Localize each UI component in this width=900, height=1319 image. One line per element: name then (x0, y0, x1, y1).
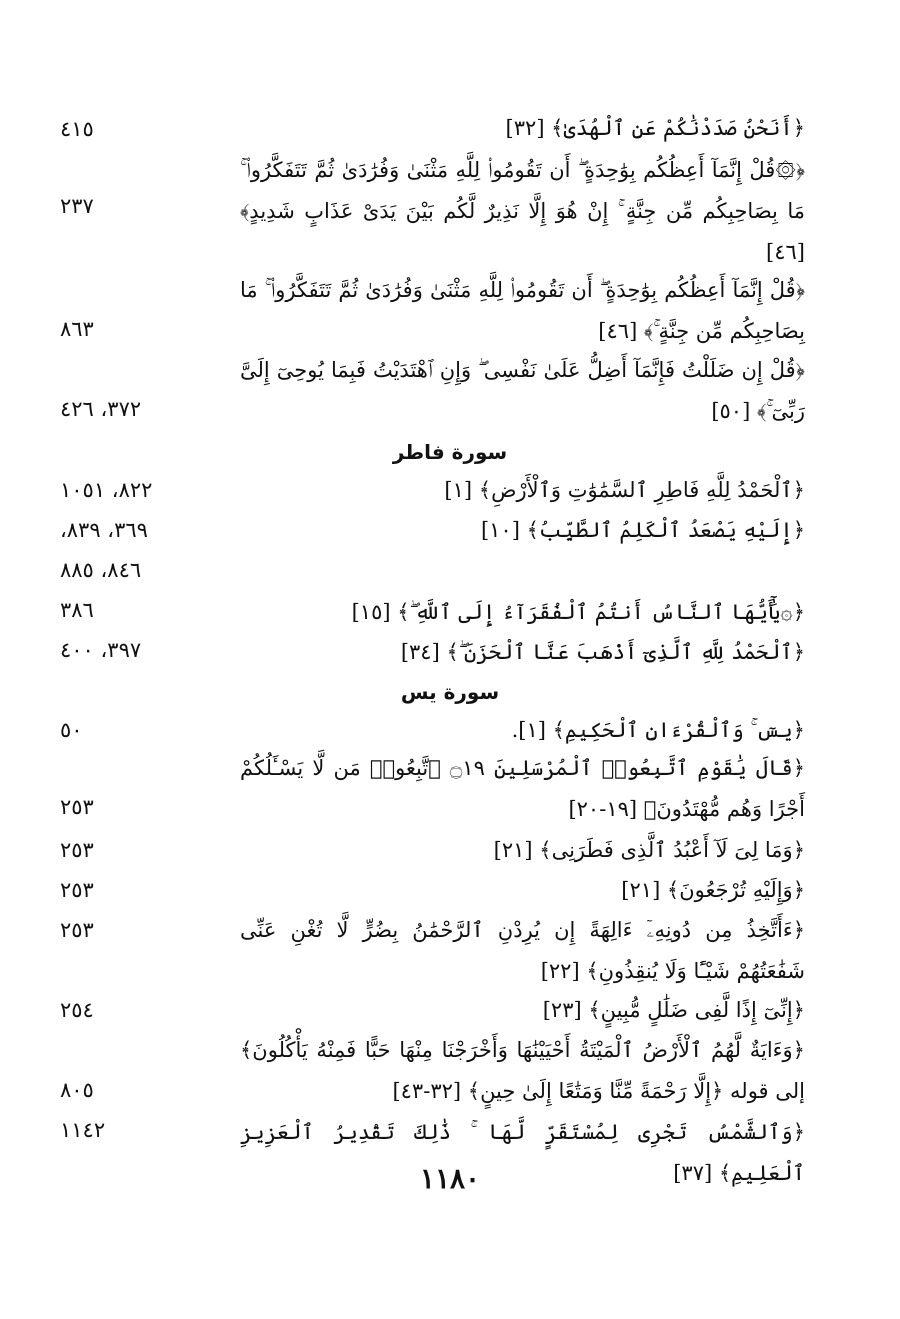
page-reference: ٨٢٢، ١٠٥١ (60, 478, 153, 502)
page-reference: ٣٧٢، ٤٢٦ (60, 397, 142, 421)
verse-text: ﴿ٱلْحَمْدُ لِلَّهِ ٱلَّذِىٓ أَذْهَبَ عَنَّا ٱلْحَزَنَ ۖ﴾ [٣٤] (400, 640, 805, 664)
verse-text: ﴿ٱلْحَمْدُ لِلَّهِ فَاطِرِ ٱلسَّمَٰوَٰتِ وَٱلْأَرْضِ﴾ [١] (444, 478, 805, 502)
verse-text: ﴿قُلْ إِنَّمَآ أَعِظُكُم بِوَٰحِدَةٍ ۖ أَن تَقُومُوا۟ لِلَّهِ مَثْنَىٰ وَفُرَٰدَىٰ ثُمَّ تَتَفَكَّرُوا۟ ۚ مَا بِصَاحِبِكُم مِّن جِنَّةٍ ۚ﴾ [٤٦] (240, 278, 805, 343)
verse-text: ﴿يسٓ ۚ وَٱلْقُرْءَانِ ٱلْحَكِيمِ﴾ [١]. (511, 718, 805, 742)
verse-text: ﴿إِنِّىٓ إِذًا لَّفِى ضَلَٰلٍ مُّبِينٍ﴾ [٢٣] (542, 998, 805, 1022)
verse-text: ﴿وَءَايَةٌ لَّهُمُ ٱلْأَرْضُ ٱلْمَيْتَةُ أَحْيَيْنَٰهَا وَأَخْرَجْنَا مِنْهَا حَبًّا فَمِنْهُ يَأْكُلُونَ﴾ إلى قوله ﴿إِلَّا رَحْمَةً مِّنَّا وَمَتَٰعًا إِلَىٰ حِينٍ﴾ [٣٢-٤٣] (240, 1038, 805, 1103)
verse-text: ﴿ءَأَتَّخِذُ مِن دُونِهِۦٓ ءَالِهَةً إِن يُرِدْنِ ٱلرَّحْمَٰنُ بِضُرٍّ لَّا تُغْنِ عَنِّى شَفَٰعَتُهُمْ شَيْـًٔا وَلَا يُنقِذُونِ﴾ [٢٢] (240, 918, 805, 983)
page-reference: ٤١٥ (60, 117, 94, 141)
surah-heading: سورة فاطر (392, 440, 508, 464)
verse-text: ﴿وَإِلَيْهِ تُرْجَعُونَ﴾ [٢١] (621, 878, 805, 902)
page-number: ١١٨٠ (419, 1162, 481, 1195)
page-reference: ٢٥٤ (60, 998, 94, 1022)
page-reference: ٣٩٧، ٤٠٠ (60, 638, 142, 662)
verse-text: ﴿وَمَا لِىَ لَآ أَعْبُدُ ٱلَّذِى فَطَرَنِى﴾ [٢١] (493, 838, 805, 862)
page-reference: ٢٥٣ (60, 795, 94, 819)
page-reference: ١١٤٢ (60, 1118, 106, 1142)
verse-text: ﴿قُلْ إِن ضَلَلْتُ فَإِنَّمَآ أَضِلُّ عَلَىٰ نَفْسِى ۖ وَإِنِ ٱهْتَدَيْتُ فَبِمَا يُوحِىٓ إِلَىَّ رَبِّىٓ ۚ﴾ [٥٠] (240, 358, 805, 423)
page-reference: ٢٥٣ (60, 878, 94, 902)
page-reference: ٨٦٣ (60, 317, 94, 341)
verse-text: ﴿وَٱلشَّمْسُ تَجْرِى لِمُسْتَقَرٍّ لَّهَا ۚ ذَٰلِكَ تَقْدِيرُ ٱلْعَزِيزِ ٱلْعَلِيمِ﴾ [٣٧] (240, 1120, 805, 1185)
verse-text: ﴿۞قُلْ إِنَّمَآ أَعِظُكُم بِوَٰحِدَةٍ ۖ أَن تَقُومُوا۟ لِلَّهِ مَثْنَىٰ وَفُرَٰدَىٰ ثُمَّ تَتَفَكَّرُوا۟ ۚ مَا بِصَاحِبِكُم مِّن جِنَّةٍ ۚ إِنْ هُوَ إِلَّا نَذِيرٌ لَّكُم بَيْنَ يَدَىْ عَذَابٍ شَدِيدٍ﴾ [٤٦] (240, 158, 805, 264)
page-reference: ٣٦٩، ٨٣٩، (60, 518, 148, 542)
page-reference: ٣٨٦ (60, 598, 94, 622)
page-reference: ٢٣٧ (60, 194, 94, 218)
surah-heading: سورة يس (400, 680, 500, 704)
verse-text: ﴿إِلَيْهِ يَصْعَدُ ٱلْكَلِمُ ٱلطَّيِّبُ﴾ [١٠] (480, 518, 805, 542)
verse-text: ﴿۞يَٰٓأَيُّهَا ٱلنَّاسُ أَنتُمُ ٱلْفُقَرَآءُ إِلَى ٱللَّهِ ۖ﴾ [١٥] (351, 600, 805, 624)
verse-text: ﴿قَالَ يَٰقَوْمِ ٱتَّبِعُوا۟ ٱلْمُرْسَلِينَ ۝١٩ ٱتَّبِعُوا۟ مَن لَّا يَسْـَٔلُكُمْ أَجْرًا وَهُم مُّهْتَدُونَ﴾ [١٩-٢٠] (240, 756, 805, 821)
page-reference: ٥٠ (60, 718, 83, 742)
page-reference: ٢٥٣ (60, 918, 94, 942)
page-reference: ٨٠٥ (60, 1078, 94, 1102)
verse-text: ﴿أَنَحْنُ صَدَدْنَٰكُمْ عَنِ ٱلْهُدَىٰ﴾ [٣٢] (505, 116, 805, 140)
page-reference: ٨٤٦، ٨٨٥ (60, 558, 142, 582)
page-reference: ٢٥٣ (60, 838, 94, 862)
